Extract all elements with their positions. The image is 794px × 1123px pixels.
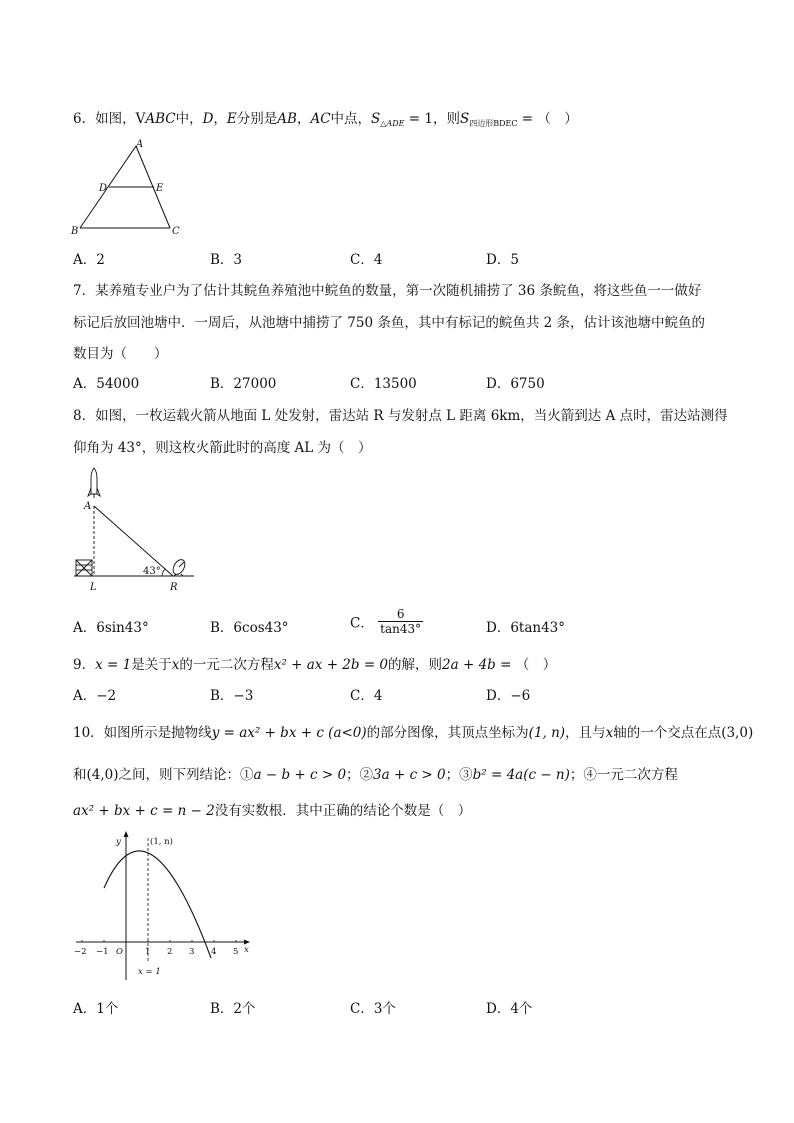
label-c: C (172, 226, 180, 237)
q10-text: ，且与 (565, 725, 606, 741)
q7-option-c[interactable]: C．13500 (350, 376, 417, 392)
q10-point-4-0: (4,0) (86, 767, 119, 783)
q10-text: 和 (73, 767, 87, 783)
q6-text: ， (213, 111, 227, 127)
label-b: B (71, 226, 79, 237)
tick-label: 3 (189, 947, 195, 957)
q7-stem-line1: 7．某养殖专业户为了估计其鲩鱼养殖池中鲩鱼的数量，第一次随机捕捞了 36 条鲩鱼，将这些鱼一一做好 (73, 283, 702, 299)
q10-vertex: (1, n) (528, 725, 566, 741)
label-e: E (156, 183, 164, 194)
q6-segment-ab: AB (277, 111, 297, 127)
q9-option-a[interactable]: A．−2 (73, 688, 117, 704)
symmetry-axis-label: x = 1 (138, 967, 161, 977)
tick-label: 2 (167, 947, 173, 957)
angle-arc (162, 569, 165, 576)
q8-stem-line1: 8．如图，一枚运载火箭从地面 L 处发射，雷达站 R 与发射点 L 距离 6km，当火箭到达 A 点时，雷达站测得 (73, 408, 728, 424)
q6-sub-ade: △ADE (380, 119, 405, 128)
q10-text: ；③ (445, 767, 473, 783)
fraction-numerator: 6 (378, 607, 423, 622)
q10-options (73, 997, 733, 1017)
q6-point-e: E (226, 111, 237, 127)
q6-option-c[interactable]: C．4 (350, 252, 383, 268)
q9-text: 的一元二次方程 (179, 657, 274, 673)
q6-area-s: S (371, 111, 381, 127)
q6-text: 中， (175, 111, 203, 127)
radar-dish-icon (171, 558, 188, 577)
tick-label: 5 (233, 947, 239, 957)
q6-text: ， (296, 111, 311, 127)
q10-equation-4: ax² + bx + c = n − 2 (73, 803, 215, 819)
q6-triangle-name: ABC (145, 111, 176, 127)
q9-options (73, 684, 733, 704)
tick-label: −1 (96, 947, 109, 957)
q6-text: = （ ） (517, 111, 578, 127)
q8-option-d[interactable]: D．6tan43° (486, 620, 566, 636)
rocket-icon (88, 468, 100, 498)
q10-conclusion-2: 3a + c > 0 (373, 767, 446, 783)
fraction-denominator: tan43° (380, 622, 422, 636)
q6-text: 中点， (330, 111, 372, 127)
q9-text: 的解，则 (388, 657, 443, 673)
q10-parabola-figure (70, 828, 260, 986)
q10-conclusion-3: b² = 4a(c − n) (472, 767, 570, 783)
q9-option-b[interactable]: B．−3 (210, 688, 254, 704)
x-axis-label: x (244, 945, 249, 955)
q9-option-c[interactable]: C．4 (350, 688, 383, 704)
q8-option-a[interactable]: A．6sin43° (73, 620, 149, 636)
q10-text: ；④一元二次方程 (569, 767, 678, 783)
line-ar (94, 506, 173, 576)
q9-text: 是关于 (131, 657, 172, 673)
q10-parabola-equation: y = ax² + bx + c (a<0) (211, 725, 367, 741)
q6-triangle-figure (70, 138, 190, 238)
q8-rocket-figure (70, 464, 200, 594)
q10-option-d[interactable]: D．4个 (486, 1001, 533, 1017)
q10-option-b[interactable]: B．2个 (210, 1001, 256, 1017)
y-axis-label: y (116, 837, 121, 847)
q10-point-3-0: (3,0) (721, 725, 754, 741)
q7-option-d[interactable]: D．6750 (486, 376, 545, 392)
q8-options (73, 607, 733, 636)
tick-label: 4 (211, 947, 217, 957)
q9-equation: x² + ax + 2b = 0 (273, 657, 389, 673)
q6-options (73, 248, 733, 268)
q10-stem-line2 (73, 763, 678, 783)
y-axis-arrow-icon (124, 831, 129, 837)
q10-text: 之间，则下列结论：① (118, 767, 254, 783)
q10-text: ；② (346, 767, 374, 783)
angle-label: 43° (143, 566, 161, 577)
q7-option-b[interactable]: B．27000 (210, 376, 277, 392)
q10-option-a[interactable]: A．1个 (73, 1001, 119, 1017)
q9-stem (73, 653, 556, 673)
q9-text: = （ ） (495, 657, 557, 673)
q9-prefix: 9． (73, 657, 96, 673)
label-r: R (170, 582, 178, 593)
vertex-label: (1, n) (150, 837, 173, 847)
q8-option-c[interactable] (350, 607, 423, 636)
q8-stem-line2: 仰角为 43°，则这枚火箭此时的高度 AL 为（ ） (73, 440, 372, 456)
q10-text: 轴的一个交点在点 (613, 725, 722, 741)
q6-segment-ac: AC (310, 111, 331, 127)
q9-expression: 2a + 4b (442, 657, 496, 673)
label-l: L (90, 582, 97, 593)
q7-stem-line3: 数目为（ ） (73, 346, 168, 362)
tick-label: 1 (145, 947, 151, 957)
label-a: A (136, 139, 144, 150)
q10-x-variable: x (605, 725, 614, 741)
q7-stem-line2: 标记后放回池塘中．一周后，从池塘中捕捞了 750 条鱼，其中有标记的鲩鱼共 2 条，估计该池塘中鲩鱼的 (73, 315, 706, 331)
q6-area-s2: S (459, 111, 470, 127)
q6-option-d[interactable]: D．5 (486, 252, 519, 268)
q6-sub-bdec: 四边形BDEC (469, 119, 518, 128)
q6-prefix: 6．如图， (73, 111, 136, 127)
q10-text: 10．如图所示是抛物线 (73, 725, 212, 741)
q10-option-c[interactable]: C．3个 (350, 1001, 396, 1017)
q6-point-d: D (202, 111, 214, 127)
origin-label: O (116, 947, 123, 957)
q10-stem-line3 (73, 799, 471, 819)
label-a: A (84, 501, 92, 512)
q7-option-a[interactable]: A．54000 (73, 376, 140, 392)
q6-option-a[interactable]: A．2 (73, 252, 105, 268)
q8-option-c-fraction (378, 607, 423, 636)
q6-text: = 1，则 (404, 111, 460, 127)
label-d: D (99, 183, 108, 194)
q10-text: 的部分图像，其顶点坐标为 (366, 725, 529, 741)
q9-variable: x (171, 657, 180, 673)
tick-label: −2 (74, 947, 87, 957)
q6-option-b[interactable]: B．3 (210, 252, 243, 268)
q10-text: 没有实数根．其中正确的结论个数是（ ） (214, 803, 472, 819)
q10-conclusion-1: a − b + c > 0 (253, 767, 347, 783)
q6-stem (73, 107, 578, 129)
q6-text: 分别是 (236, 111, 278, 127)
triangle-symbol: V (135, 111, 146, 127)
q9-condition: x = 1 (95, 657, 132, 673)
q9-option-d[interactable]: D．−6 (486, 688, 531, 704)
x-axis-arrow-icon (244, 940, 250, 945)
q7-options (73, 372, 733, 392)
q8-option-c-prefix: C． (350, 615, 374, 632)
q8-option-b[interactable]: B．6cos43° (210, 620, 289, 636)
launch-tower-icon (76, 560, 92, 576)
q10-stem-line1 (73, 721, 753, 741)
